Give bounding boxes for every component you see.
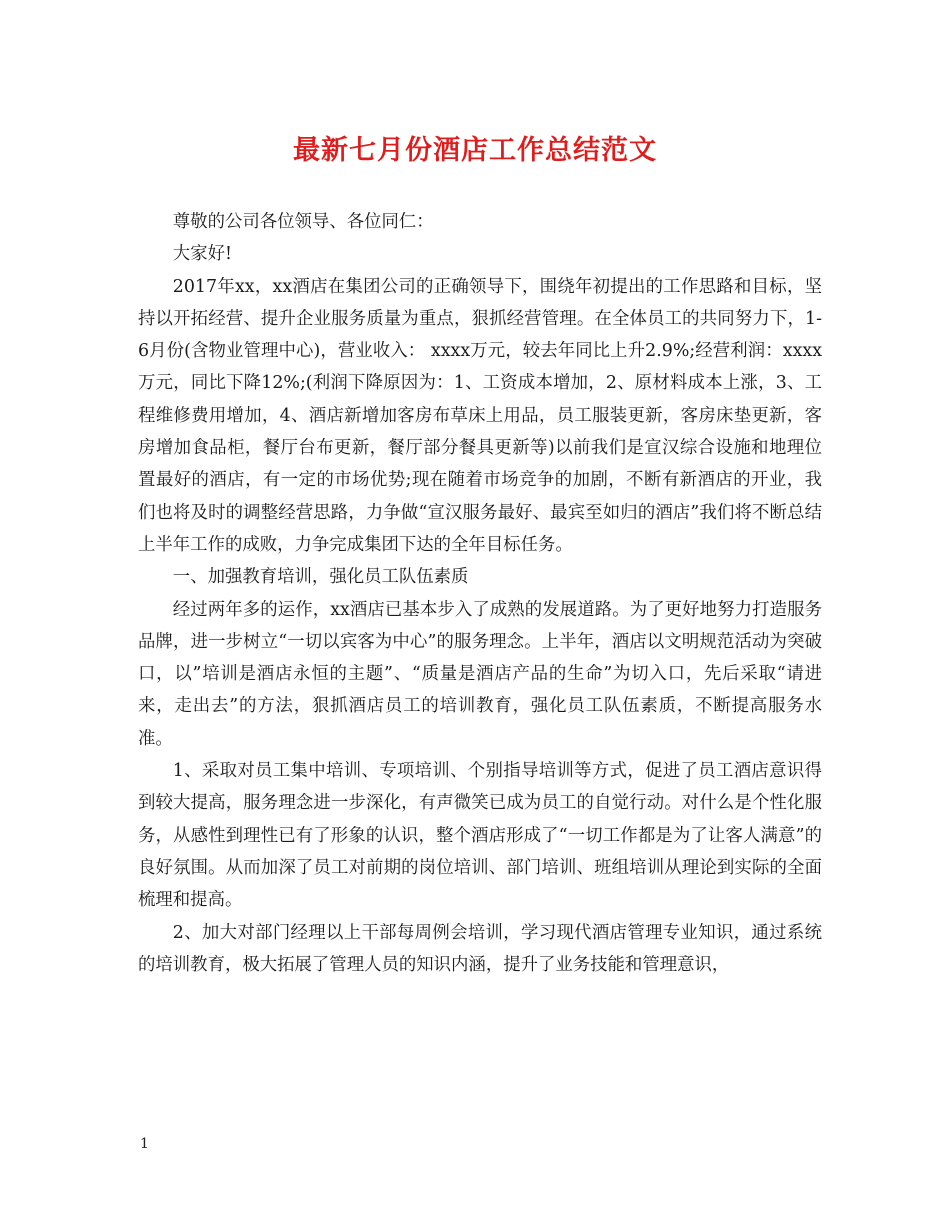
paragraph: 2017年xx，xx酒店在集团公司的正确领导下，围绕年初提出的工作思路和目标，坚持以开拓经营、提升企业服务质量为重点，狠抓经营管理。在全体员工的共同努力下，1-6月份(含物业管理中心)，营业收入： xxxx万元，较去年同比上升2.9%;经营利润：xxxx万元，同比下降12%;(利润下降原因为：1、工资成本增加，2、原材料成本上涨，3、工程维修费用增加，4、酒店新增加客房布草床上用品，员工服装更新，客房床垫更新，客房增加食品柜，餐厅台布更新，餐厅部分餐具更新等)以前我们是宣汉综合设施和地理位置最好的酒店，有一定的市场优势;现在随着市场竞争的加剧，不断有新酒店的开业，我们也将及时的调整经营思路，力争做“宣汉服务最好、最宾至如归的酒店”我们将不断总结上半年工作的成败，力争完成集团下达的全年目标任务。 xyxy=(138,276,822,555)
paragraph: 经过两年多的运作，xx酒店已基本步入了成熟的发展道路。为了更好地努力打造服务品牌，进一步树立“一切以宾客为中心”的服务理念。上半年，酒店以文明规范活动为突破口，以”培训是酒店永恒的主题”、“质量是酒店产品的生命”为切入口，先后采取“请进来，走出去”的方法，狠抓酒店员工的培训教育，强化员工队伍素质，不断提高服务水准。 xyxy=(138,599,822,749)
salutation: 尊敬的公司各位领导、各位同仁： xyxy=(172,212,434,232)
greeting: 大家好! xyxy=(172,244,232,265)
document-body xyxy=(138,206,822,981)
page-number: 1 xyxy=(140,1136,149,1152)
paragraph: 2、加大对部门经理以上干部每周例会培训，学习现代酒店管理专业知识，通过系统的培训教育，极大拓展了管理人员的知识内涵，提升了业务技能和管理意识， xyxy=(138,922,822,975)
document-title: 最新七月份酒店工作总结范文 xyxy=(293,135,657,166)
paragraph: 1、采取对员工集中培训、专项培训、个别指导培训等方式，促进了员工酒店意识得到较大提高，服务理念进一步深化，有声微笑已成为员工的自觉行动。对什么是个性化服务，从感性到理性已有了形象的认识，整个酒店形成了“一切工作都是为了让客人满意”的良好氛围。从而加深了员工对前期的岗位培训、部门培训、班组培训从理论到实际的全面梳理和提高。 xyxy=(138,761,822,911)
section-heading: 一、加强教育培训，强化员工队伍素质 xyxy=(172,567,469,588)
